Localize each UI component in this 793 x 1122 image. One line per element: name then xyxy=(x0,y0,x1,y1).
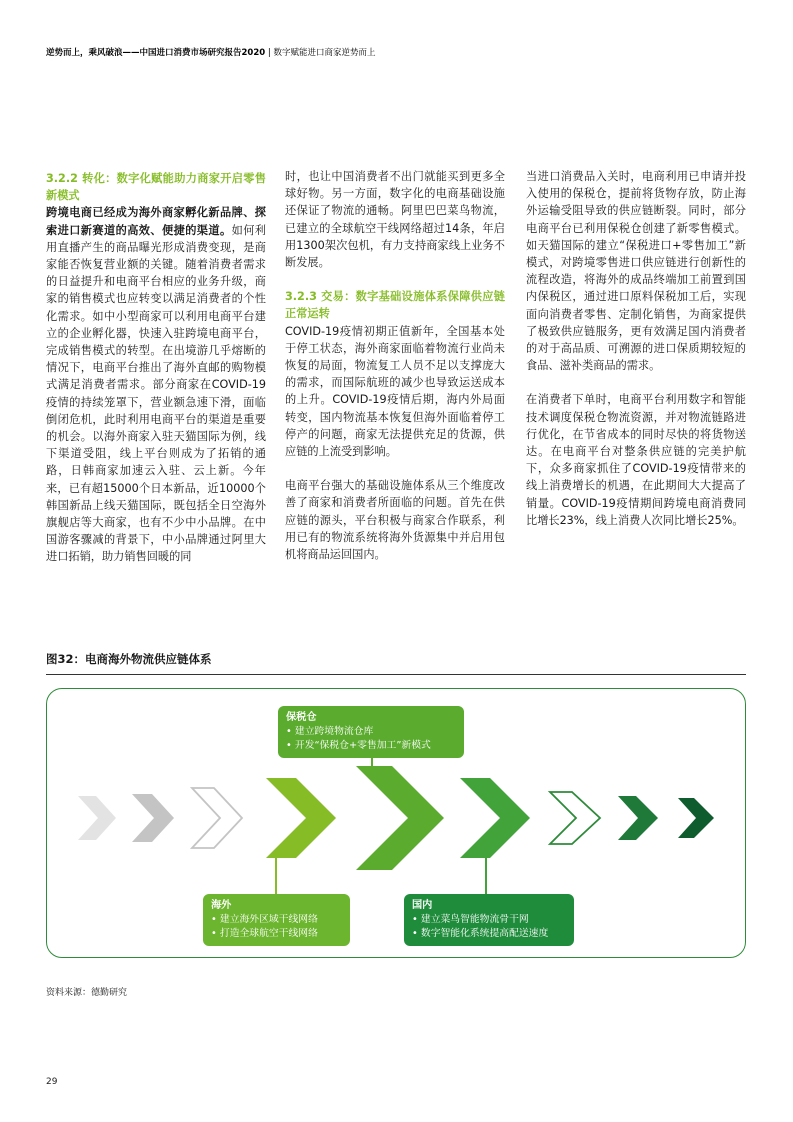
section-title-323: 3.2.3 交易：数字基础设施体系保障供应链正常运转 xyxy=(285,290,505,321)
column-3 xyxy=(526,168,746,529)
report-title: 逆势而上，乘风破浪——中国进口消费市场研究报告2020 xyxy=(46,48,266,58)
abroad-item-2: • 打造全球航空干线网络 xyxy=(211,928,318,939)
overseas-box xyxy=(203,894,350,946)
abroad-item-1: • 建立海外区域干线网络 xyxy=(211,914,318,925)
chevron-2 xyxy=(132,794,174,842)
column-2-paragraph-1: 时，也让中国消费者不出门就能买到更多全球好物。另一方面，数字化的电商基础设施还保证了物流的通畅。阿里巴巴菜鸟物流，已建立的全球航空干线网络超过14条，年启用1300架次包机，有力支持商家线上业务不断发展。 xyxy=(285,170,505,270)
column-1-paragraph xyxy=(46,204,266,565)
chevron-10 xyxy=(678,798,714,838)
domestic-item-1: • 建立菜鸟智能物流骨干网 xyxy=(412,914,529,925)
chevron-9 xyxy=(618,796,658,840)
chevron-4 xyxy=(266,778,336,858)
domestic-item-2: • 数字智能化系统提高配送速度 xyxy=(412,928,549,939)
figure-title-rule xyxy=(46,674,746,675)
chevron-1 xyxy=(78,796,116,840)
chevron-3 xyxy=(192,788,242,848)
bonded-item-2: • 开发“保税仓+零售加工”新模式 xyxy=(286,740,431,751)
column-3-paragraph-2: 在消费者下单时，电商平台利用数字和智能技术调度保税仓物流资源，并对物流链路进行优化，在节省成本的同时尽快的将货物送达。在电商平台对整条供应链的完美护航下，众多商家抓住了COVID-19疫情带来的线上消费增长的机遇，在此期间大大提高了销量。COVID-19疫情期间跨境电商消费同比增长23%，线上消费人次同比增长25%。 xyxy=(526,393,746,527)
lead-text: 跨境电商已经成为海外商家孵化新品牌、探索进口新赛道的高效、便捷的渠道。 xyxy=(46,206,266,237)
figure-title: 图32：电商海外物流供应链体系 xyxy=(46,652,212,666)
page-header xyxy=(46,46,375,58)
column-2-paragraph-2: COVID-19疫情初期正值新年，全国基本处于停工状态，海外商家面临着物流行业尚未恢复的局面，物流复工人员不足以支撑庞大的需求，而国际航班的减少也导致运送成本的上升。COVID-19疫情后期，海内外局面转变，国内物流基本恢复但海外面临着停工停产的问题，商家无法提供充足的货源，供应链的上流受到影响。 xyxy=(285,324,505,459)
domestic-title: 国内 xyxy=(412,900,433,911)
column-1 xyxy=(46,170,266,566)
bonded-warehouse-box xyxy=(278,706,464,758)
chevron-5 xyxy=(356,766,444,870)
abroad-title: 海外 xyxy=(211,900,232,911)
header-section: 数字赋能进口商家逆势而上 xyxy=(273,48,376,58)
domestic-box xyxy=(404,894,574,946)
bonded-item-1: • 建立跨境物流仓库 xyxy=(286,726,374,737)
bonded-title: 保税仓 xyxy=(286,712,317,723)
column-2-paragraph-3: 电商平台强大的基础设施体系从三个维度改善了商家和消费者所面临的问题。首先在供应链的源头，平台积极与商家合作联系，利用已有的物流系统将海外货源集中并启用包机将商品运回国内。 xyxy=(285,479,505,562)
body-text: 如何利用直播产生的商品曝光形成消费变现，是商家能否恢复营业额的关键。随着消费者需求的日益提升和电商平台相应的业务升级，商家的销售模式也应转变以满足消费者的个性化需求。如中小型商家可以利用电商平台建立的企业孵化器，快速入驻跨境电商平台，完成销售模式的转型。在出境游几乎熔断的情况下，电商平台推出了海外直邮的购物模式满足消费者需求。部分商家在COVID-19疫情的持续笼罩下，营业额急速下滑，面临倒闭危机，此时利用电商平台的渠道是重要的机会。以海外商家入驻天猫国际为例，线下渠道受阻，线上平台则成为了拓销的通路，日韩商家加速云入驻、云上新。今年来，已有超15000个日本新品，近10000个韩国新品上线天猫国际，既包括全日空海外旗舰店等大商家，也有不少中小品牌。在中国游客骤减的背景下，中小品牌通过阿里大进口拓销，助力销售回暖的同 xyxy=(46,223,266,564)
section-title-322: 3.2.2 转化：数字化赋能助力商家开启零售新模式 xyxy=(46,172,266,203)
column-3-paragraph-1: 当进口消费品入关时，电商利用已申请并投入使用的保税仓，提前将货物存放，防止海外运输受阻导致的供应链断裂。同时，部分电商平台已利用保税仓创建了新零售模式。如天猫国际的建立“保税进口+零售加工”新模式，对跨境零售进口供应链进行创新性的流程改造，将海外的成品终端加工前置到国内保税区，通过进口原料保税加工后，实现面向消费者零售、定制化销售，为商家提供了极致供应链服务，更有效满足国内消费者的对于高品质、可溯源的进口保质期较短的食品、滋补类商品的需求。 xyxy=(526,170,746,373)
header-separator: | xyxy=(265,48,274,58)
column-2 xyxy=(285,168,505,563)
chevron-8 xyxy=(550,792,600,844)
chevron-6 xyxy=(460,778,530,858)
page-number: 29 xyxy=(46,1077,58,1087)
source-note: 资料来源：德勤研究 xyxy=(46,988,128,998)
